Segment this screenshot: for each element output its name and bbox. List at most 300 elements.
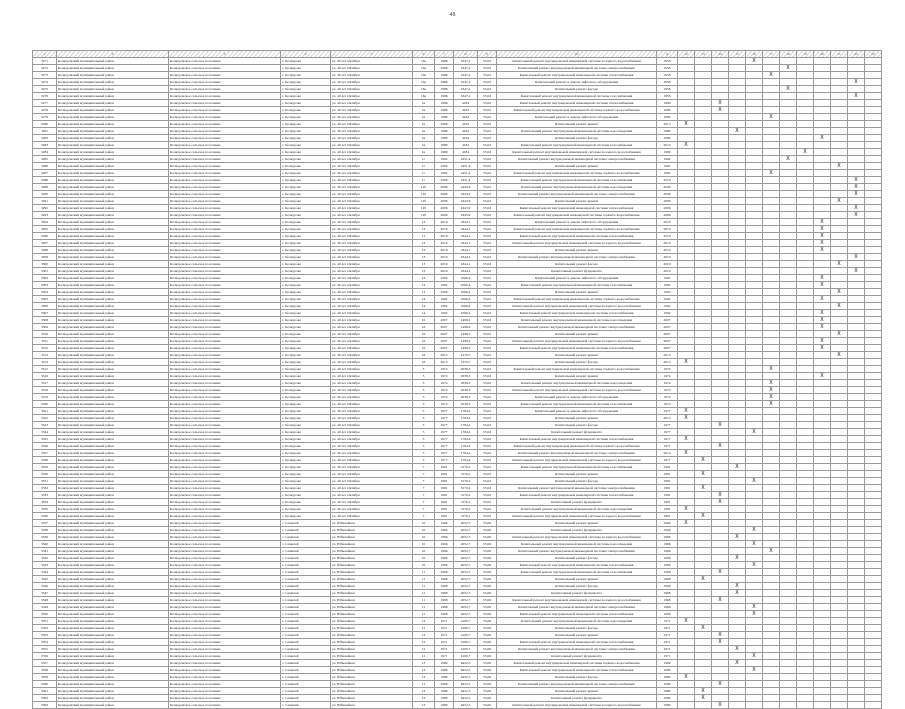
empty-cell: [848, 499, 865, 506]
table-cell: с. Кочкурово: [281, 471, 331, 478]
table-cell: 3326: [33, 443, 57, 450]
x-mark: X: [814, 310, 831, 317]
empty-cell: [865, 618, 882, 625]
table-cell: 1в: [413, 121, 435, 128]
table-cell: 2019: [657, 240, 678, 247]
empty-cell: [695, 247, 712, 254]
empty-cell: [729, 338, 746, 345]
table-cell: ул. 40 лет Октября: [331, 198, 413, 205]
table-cell: Капитальный ремонт крыши: [497, 373, 657, 380]
table-cell: 3360: [33, 681, 57, 688]
table-cell: 1981: [657, 513, 678, 520]
empty-cell: [848, 688, 865, 695]
table-cell: 1981: [435, 492, 454, 499]
empty-cell: [695, 191, 712, 198]
table-cell: 55,02: [478, 366, 497, 373]
table-cell: ул. Юбилейная: [331, 702, 413, 709]
table-cell: 5: [413, 457, 435, 464]
empty-cell: [712, 464, 729, 471]
table-cell: с. Кочкурово: [281, 359, 331, 366]
table-cell: 2019: [657, 226, 678, 233]
empty-cell: [763, 597, 780, 604]
table-cell: с. Кочкурово: [281, 254, 331, 261]
table-cell: 1270,7: [454, 352, 478, 359]
empty-cell: [763, 604, 780, 611]
table-cell: 3325: [33, 436, 57, 443]
table-cell: 3336: [33, 513, 57, 520]
table-row: [33, 702, 882, 709]
table-cell: 3272: [33, 65, 57, 72]
empty-cell: [729, 380, 746, 387]
table-cell: 4100,7: [454, 625, 478, 632]
table-cell: 1498,2: [454, 324, 478, 331]
table-row: [33, 226, 882, 233]
empty-cell: [797, 58, 814, 65]
empty-cell: [678, 702, 695, 709]
table-cell: 55,02: [478, 135, 497, 142]
empty-cell: [729, 653, 746, 660]
empty-cell: [729, 359, 746, 366]
empty-cell: [865, 548, 882, 555]
x-mark: X: [746, 667, 763, 674]
table-cell: 55,02: [478, 205, 497, 212]
empty-cell: [695, 93, 712, 100]
empty-cell: [678, 191, 695, 198]
empty-cell: [763, 527, 780, 534]
table-row: [33, 471, 882, 478]
table-cell: 1958: [657, 79, 678, 86]
table-cell: с. Семилей: [281, 569, 331, 576]
table-cell: Капитальный ремонт внутридомовой инженерной системы горячего водоснабжения: [497, 170, 657, 177]
table-cell: 3356: [33, 653, 57, 660]
empty-cell: [678, 58, 695, 65]
table-cell: 4184: [454, 135, 478, 142]
table-row: [33, 632, 882, 639]
empty-cell: [729, 450, 746, 457]
empty-cell: [763, 611, 780, 618]
empty-cell: [865, 156, 882, 163]
empty-cell: [848, 247, 865, 254]
empty-cell: [780, 303, 797, 310]
empty-cell: [780, 177, 797, 184]
table-cell: ул. 40 лет Октября: [331, 352, 413, 359]
empty-cell: [729, 268, 746, 275]
table-cell: 3170,2: [454, 471, 478, 478]
empty-cell: [780, 415, 797, 422]
empty-cell: [831, 604, 848, 611]
table-cell: 13: [413, 254, 435, 261]
table-cell: Кочкуровский муниципальный район: [57, 422, 169, 429]
table-row: [33, 268, 882, 275]
empty-cell: [678, 471, 695, 478]
empty-cell: [678, 310, 695, 317]
table-row: [33, 660, 882, 667]
x-mark: X: [763, 170, 780, 177]
empty-cell: [848, 198, 865, 205]
table-cell: Кочкуровское сельское поселение: [169, 604, 281, 611]
empty-cell: [695, 331, 712, 338]
table-cell: Капитальный ремонт внутридомовой инженерной системы горячего водоснабжения: [497, 296, 657, 303]
x-mark: X: [678, 618, 695, 625]
table-row: [33, 590, 882, 597]
empty-cell: [797, 79, 814, 86]
empty-cell: [695, 324, 712, 331]
empty-cell: [695, 562, 712, 569]
table-cell: Капитальный ремонт внутридомовой инженерной системы теплоснабжения: [497, 233, 657, 240]
empty-cell: [780, 513, 797, 520]
table-cell: 4052,7: [454, 541, 478, 548]
empty-cell: [865, 422, 882, 429]
empty-cell: [814, 163, 831, 170]
empty-cell: [763, 310, 780, 317]
table-cell: 1989: [435, 149, 454, 156]
empty-cell: [763, 464, 780, 471]
table-cell: с. Кочкурово: [281, 135, 331, 142]
x-mark: X: [780, 156, 797, 163]
empty-cell: [678, 156, 695, 163]
table-cell: 3361: [33, 688, 57, 695]
table-cell: Кочкуровский муниципальный район: [57, 79, 169, 86]
empty-cell: [865, 443, 882, 450]
table-cell: Капитальный ремонт внутридомовой инженерной системы электроснабжения: [497, 450, 657, 457]
empty-cell: [865, 688, 882, 695]
table-cell: 1966: [435, 555, 454, 562]
table-cell: 3170,2: [454, 513, 478, 520]
table-cell: 1986: [435, 79, 454, 86]
x-mark: X: [831, 303, 848, 310]
empty-cell: [797, 660, 814, 667]
x-mark: X: [814, 226, 831, 233]
empty-cell: [865, 268, 882, 275]
table-cell: Кочкуровское сельское поселение: [169, 674, 281, 681]
table-cell: Кочкуровское сельское поселение: [169, 359, 281, 366]
table-cell: 55,02: [478, 289, 497, 296]
empty-cell: [797, 100, 814, 107]
table-cell: Капитальный ремонт внутридомовой инженерной системы горячего водоснабжения: [497, 226, 657, 233]
empty-cell: [763, 436, 780, 443]
table-cell: Кочкуровское сельское поселение: [169, 681, 281, 688]
empty-cell: [695, 163, 712, 170]
empty-cell: [814, 415, 831, 422]
table-cell: 13: [413, 233, 435, 240]
table-cell: 55,02: [478, 506, 497, 513]
empty-cell: [831, 702, 848, 709]
empty-cell: [763, 492, 780, 499]
table-cell: Капитальный ремонт внутридомовой инженерной системы холодного водоснабжения: [497, 457, 657, 464]
empty-cell: [865, 394, 882, 401]
x-mark: X: [695, 513, 712, 520]
table-cell: 1989: [657, 681, 678, 688]
empty-cell: [729, 485, 746, 492]
table-cell: 2019: [657, 261, 678, 268]
table-cell: 1992: [657, 303, 678, 310]
table-cell: 1966: [435, 548, 454, 555]
x-mark: X: [763, 380, 780, 387]
empty-cell: [780, 184, 797, 191]
table-cell: 3: [413, 401, 435, 408]
table-cell: 1989: [657, 695, 678, 702]
table-row: [33, 177, 882, 184]
table-cell: 1784,4: [454, 450, 478, 457]
empty-cell: [797, 296, 814, 303]
empty-cell: [729, 79, 746, 86]
table-cell: Капитальный ремонт внутридомовой инженерной системы горячего водоснабжения: [497, 660, 657, 667]
table-cell: Кочкуровский муниципальный район: [57, 506, 169, 513]
empty-cell: [678, 569, 695, 576]
empty-cell: [814, 79, 831, 86]
empty-cell: [746, 142, 763, 149]
table-cell: 2566,4: [454, 296, 478, 303]
empty-cell: [678, 478, 695, 485]
table-cell: Капитальный ремонт внутридомовой инженерной системы холодного водоснабжения: [497, 240, 657, 247]
empty-cell: [729, 688, 746, 695]
empty-cell: [848, 604, 865, 611]
table-cell: 55,02: [478, 149, 497, 156]
table-cell: Капитальный ремонт внутридомовой инженерной системы холодного водоснабжения: [497, 387, 657, 394]
table-cell: с. Кочкурово: [281, 86, 331, 93]
empty-cell: [797, 569, 814, 576]
empty-cell: [865, 436, 882, 443]
empty-cell: [831, 275, 848, 282]
x-mark: X: [763, 387, 780, 394]
table-cell: 2013: [657, 359, 678, 366]
table-cell: 3343: [33, 562, 57, 569]
table-cell: 3332: [33, 485, 57, 492]
empty-cell: [712, 653, 729, 660]
table-cell: 11: [413, 611, 435, 618]
table-cell: 1968: [657, 576, 678, 583]
table-cell: 2006: [435, 205, 454, 212]
empty-cell: [865, 695, 882, 702]
table-cell: 55,02: [478, 198, 497, 205]
table-row: [33, 555, 882, 562]
table-cell: 1968: [657, 597, 678, 604]
table-cell: 3284: [33, 149, 57, 156]
table-cell: 3353: [33, 632, 57, 639]
empty-cell: [712, 506, 729, 513]
empty-cell: [712, 373, 729, 380]
empty-cell: [848, 653, 865, 660]
table-cell: Кочкуровское сельское поселение: [169, 590, 281, 597]
table-cell: 1971: [435, 646, 454, 653]
empty-cell: [763, 240, 780, 247]
empty-cell: [797, 128, 814, 135]
table-row: [33, 646, 882, 653]
x-mark: X: [763, 394, 780, 401]
empty-cell: [763, 128, 780, 135]
table-cell: 55,06: [478, 611, 497, 618]
table-cell: 2006: [657, 205, 678, 212]
empty-cell: [848, 527, 865, 534]
empty-cell: [712, 562, 729, 569]
table-cell: Кочкуровское сельское поселение: [169, 170, 281, 177]
empty-cell: [848, 667, 865, 674]
table-cell: 3342: [33, 555, 57, 562]
table-cell: с. Кочкурово: [281, 79, 331, 86]
table-cell: ул. Юбилейная: [331, 604, 413, 611]
table-cell: Капитальный ремонт крыши: [497, 688, 657, 695]
empty-cell: [763, 695, 780, 702]
table-cell: Кочкуровский муниципальный район: [57, 170, 169, 177]
empty-cell: [865, 471, 882, 478]
table-cell: 55,06: [478, 667, 497, 674]
table-cell: Капитальный ремонт фундамента: [497, 499, 657, 506]
empty-cell: [746, 86, 763, 93]
table-cell: Кочкуровский муниципальный район: [57, 366, 169, 373]
x-mark: X: [831, 261, 848, 268]
empty-cell: [712, 534, 729, 541]
table-cell: ул. Юбилейная: [331, 576, 413, 583]
empty-cell: [678, 303, 695, 310]
table-cell: 2006: [435, 198, 454, 205]
table-cell: 55,02: [478, 478, 497, 485]
table-cell: Кочкуровское сельское поселение: [169, 247, 281, 254]
empty-cell: [763, 408, 780, 415]
table-cell: 3346: [33, 583, 57, 590]
x-mark: X: [746, 541, 763, 548]
empty-cell: [780, 275, 797, 282]
empty-cell: [678, 352, 695, 359]
table-cell: Капитальный ремонт внутридомовой инженерной системы водоотведения: [497, 317, 657, 324]
empty-cell: [831, 422, 848, 429]
empty-cell: [848, 275, 865, 282]
x-mark: X: [814, 345, 831, 352]
empty-cell: [780, 268, 797, 275]
table-cell: с. Кочкурово: [281, 282, 331, 289]
empty-cell: [780, 660, 797, 667]
x-mark: X: [814, 233, 831, 240]
empty-cell: [865, 79, 882, 86]
table-cell: 1971: [435, 618, 454, 625]
table-row: [33, 170, 882, 177]
table-cell: Кочкуровское сельское поселение: [169, 128, 281, 135]
empty-cell: [695, 443, 712, 450]
table-cell: Капитальный ремонт фасада: [497, 422, 657, 429]
table-cell: с. Семилей: [281, 590, 331, 597]
empty-cell: [695, 107, 712, 114]
table-cell: 12: [413, 625, 435, 632]
table-cell: 55,02: [478, 191, 497, 198]
empty-cell: [695, 100, 712, 107]
x-mark: X: [712, 639, 729, 646]
table-cell: 55,06: [478, 639, 497, 646]
table-cell: 55,06: [478, 674, 497, 681]
table-cell: Кочкуровское сельское поселение: [169, 198, 281, 205]
empty-cell: [712, 583, 729, 590]
table-cell: Кочкуровский муниципальный район: [57, 373, 169, 380]
empty-cell: [695, 352, 712, 359]
table-cell: 3275: [33, 86, 57, 93]
table-cell: Кочкуровский муниципальный район: [57, 632, 169, 639]
table-cell: 3333: [33, 492, 57, 499]
empty-cell: [746, 163, 763, 170]
empty-cell: [814, 492, 831, 499]
empty-cell: [797, 583, 814, 590]
table-cell: 13: [413, 688, 435, 695]
empty-cell: [712, 135, 729, 142]
table-cell: с. Кочкурово: [281, 163, 331, 170]
table-cell: Кочкуровский муниципальный район: [57, 688, 169, 695]
empty-cell: [695, 387, 712, 394]
table-row: [33, 520, 882, 527]
empty-cell: [712, 86, 729, 93]
table-cell: 2007: [435, 317, 454, 324]
x-mark: X: [678, 142, 695, 149]
table-cell: Кочкуровское сельское поселение: [169, 331, 281, 338]
table-cell: 3285: [33, 156, 57, 163]
table-cell: Капитальный ремонт внутридомовой инженерной системы водоотведения: [497, 128, 657, 135]
empty-cell: [865, 702, 882, 709]
empty-cell: [712, 282, 729, 289]
empty-cell: [763, 338, 780, 345]
table-row: [33, 597, 882, 604]
empty-cell: [797, 534, 814, 541]
empty-cell: [712, 436, 729, 443]
empty-cell: [848, 702, 865, 709]
empty-cell: [865, 562, 882, 569]
empty-cell: [848, 450, 865, 457]
empty-cell: [797, 212, 814, 219]
table-cell: 1966: [657, 534, 678, 541]
table-cell: Кочкуровское сельское поселение: [169, 646, 281, 653]
empty-cell: [763, 478, 780, 485]
empty-cell: [678, 296, 695, 303]
table-cell: с. Кочкурово: [281, 387, 331, 394]
empty-cell: [797, 520, 814, 527]
table-cell: Кочкуровский муниципальный район: [57, 660, 169, 667]
table-cell: 3349: [33, 604, 57, 611]
table-cell: 4344,1: [454, 226, 478, 233]
table-cell: 1966: [657, 548, 678, 555]
table-cell: ул. 40 лет Октября: [331, 429, 413, 436]
x-mark: X: [814, 240, 831, 247]
table-cell: 1966: [657, 555, 678, 562]
empty-cell: [729, 611, 746, 618]
empty-cell: [712, 93, 729, 100]
x-mark: X: [814, 219, 831, 226]
empty-cell: [729, 93, 746, 100]
x-mark: X: [729, 555, 746, 562]
table-cell: 1989: [657, 667, 678, 674]
table-cell: 4100,7: [454, 618, 478, 625]
table-cell: 55,02: [478, 303, 497, 310]
empty-cell: [780, 625, 797, 632]
table-row: [33, 541, 882, 548]
table-cell: Кочкуровский муниципальный район: [57, 93, 169, 100]
empty-cell: [678, 548, 695, 555]
table-cell: 1992: [435, 275, 454, 282]
table-cell: 18: [413, 359, 435, 366]
table-cell: 3330: [33, 471, 57, 478]
table-cell: Кочкуровский муниципальный район: [57, 702, 169, 709]
table-cell: ул. 40 лет Октября: [331, 226, 413, 233]
empty-cell: [695, 702, 712, 709]
empty-cell: [729, 282, 746, 289]
table-cell: 2038,3: [454, 380, 478, 387]
x-mark: X: [712, 632, 729, 639]
x-mark: X: [712, 569, 729, 576]
table-cell: 55,02: [478, 471, 497, 478]
table-cell: 55,02: [478, 401, 497, 408]
table-cell: 2013: [435, 359, 454, 366]
table-cell: 5: [413, 415, 435, 422]
empty-cell: [746, 506, 763, 513]
table-row: [33, 254, 882, 261]
empty-cell: [729, 436, 746, 443]
empty-cell: [746, 198, 763, 205]
table-cell: Кочкуровское сельское поселение: [169, 289, 281, 296]
table-cell: ул. 40 лет Октября: [331, 100, 413, 107]
